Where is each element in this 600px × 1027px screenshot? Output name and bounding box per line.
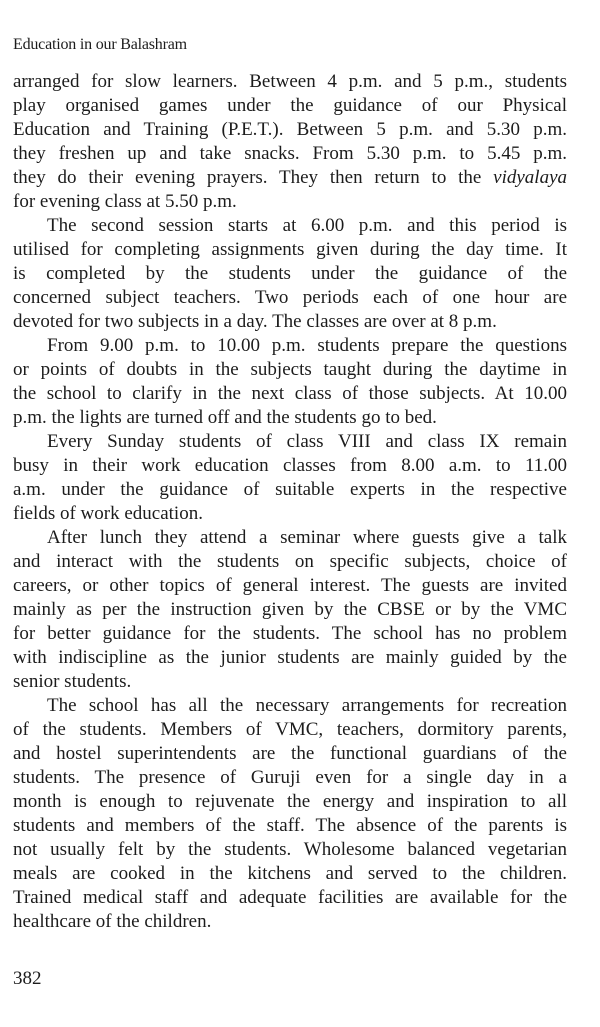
text-line	[13, 214, 567, 238]
line-text: is completed by the students under the guidance of the	[13, 263, 567, 284]
text-line	[13, 286, 567, 310]
line-text: p.m. the lights are turned off and the students go to bed.	[13, 407, 437, 428]
text-line	[13, 478, 567, 502]
line-text: or points of doubts in the subjects taught during the daytime in	[13, 359, 567, 380]
running-head: Education in our Balashram	[13, 36, 187, 53]
line-text: Every Sunday students of class VIII and class IX remain	[47, 431, 567, 452]
text-line	[13, 646, 567, 670]
line-text: careers, or other topics of general interest. The guests are invited	[13, 575, 567, 596]
line-text: with indiscipline as the junior students are mainly guided by the	[13, 647, 567, 668]
text-line	[13, 382, 567, 406]
line-text: for evening class at 5.50 p.m.	[13, 191, 237, 212]
text-line	[13, 694, 567, 718]
text-line	[13, 670, 567, 694]
line-text: a.m. under the guidance of suitable experts in the respective	[13, 479, 567, 500]
line-text: the school to clarify in the next class of those subjects. At 10.00	[13, 383, 567, 404]
text-line	[13, 190, 567, 214]
text-line	[13, 454, 567, 478]
text-line	[13, 814, 567, 838]
text-line	[13, 334, 567, 358]
line-text: meals are cooked in the kitchens and served to the children.	[13, 863, 567, 884]
line-text: Education and Training (P.E.T.). Between 5 p.m. and 5.30 p.m.	[13, 119, 567, 140]
text-line	[13, 406, 567, 430]
line-text: From 9.00 p.m. to 10.00 p.m. students prepare the questions	[47, 335, 567, 356]
line-text: students. The presence of Guruji even for a single day in a	[13, 767, 567, 788]
text-line	[13, 574, 567, 598]
line-text: month is enough to rejuvenate the energy and inspiration to all	[13, 791, 567, 812]
text-line	[13, 358, 567, 382]
line-text: utilised for completing assignments given during the day time. It	[13, 239, 567, 260]
line-text: concerned subject teachers. Two periods each of one hour are	[13, 287, 567, 308]
line-text: healthcare of the children.	[13, 911, 212, 932]
line-text: busy in their work education classes from 8.00 a.m. to 11.00	[13, 455, 567, 476]
body-text	[13, 70, 567, 934]
text-line	[13, 790, 567, 814]
text-line	[13, 550, 567, 574]
text-line	[13, 766, 567, 790]
line-text: After lunch they attend a seminar where guests give a talk	[47, 527, 567, 548]
text-line	[13, 862, 567, 886]
line-text: they do their evening prayers. They then return to the	[13, 167, 494, 188]
line-text: they freshen up and take snacks. From 5.30 p.m. to 5.45 p.m.	[13, 143, 567, 164]
line-text: The second session starts at 6.00 p.m. and this period is	[47, 215, 567, 236]
line-text: students and members of the staff. The absence of the parents is	[13, 815, 567, 836]
line-text: Trained medical staff and adequate facilities are available for the	[13, 887, 567, 908]
line-text: for better guidance for the students. The school has no problem	[13, 623, 567, 644]
line-text: not usually felt by the students. Wholesome balanced vegetarian	[13, 839, 567, 860]
line-text: devoted for two subjects in a day. The classes are over at 8 p.m.	[13, 311, 497, 332]
text-line	[13, 598, 567, 622]
line-text: and hostel superintendents are the functional guardians of the	[13, 743, 567, 764]
text-line	[13, 118, 567, 142]
text-line	[13, 430, 567, 454]
text-line	[13, 886, 567, 910]
line-text: play organised games under the guidance of our Physical	[13, 95, 567, 116]
text-line	[13, 94, 567, 118]
line-text: The school has all the necessary arrangements for recreation	[47, 695, 567, 716]
text-line	[13, 502, 567, 526]
italic-term: vidyalaya	[493, 167, 567, 188]
text-line	[13, 622, 567, 646]
line-text: arranged for slow learners. Between 4 p.m. and 5 p.m., students	[13, 71, 567, 92]
line-text: of the students. Members of VMC, teachers, dormitory parents,	[13, 719, 567, 740]
line-text: senior students.	[13, 671, 132, 692]
text-line	[13, 310, 567, 334]
text-line	[13, 262, 567, 286]
line-text: mainly as per the instruction given by the CBSE or by the VMC	[13, 599, 567, 620]
text-line	[13, 238, 567, 262]
text-line	[13, 142, 567, 166]
text-line	[13, 838, 567, 862]
text-line	[13, 70, 567, 94]
page-number: 382	[13, 968, 42, 989]
text-line	[13, 166, 567, 190]
text-line	[13, 742, 567, 766]
text-line	[13, 526, 567, 550]
text-line	[13, 718, 567, 742]
line-text: and interact with the students on specific subjects, choice of	[13, 551, 567, 572]
text-line	[13, 910, 567, 934]
line-text: fields of work education.	[13, 503, 203, 524]
